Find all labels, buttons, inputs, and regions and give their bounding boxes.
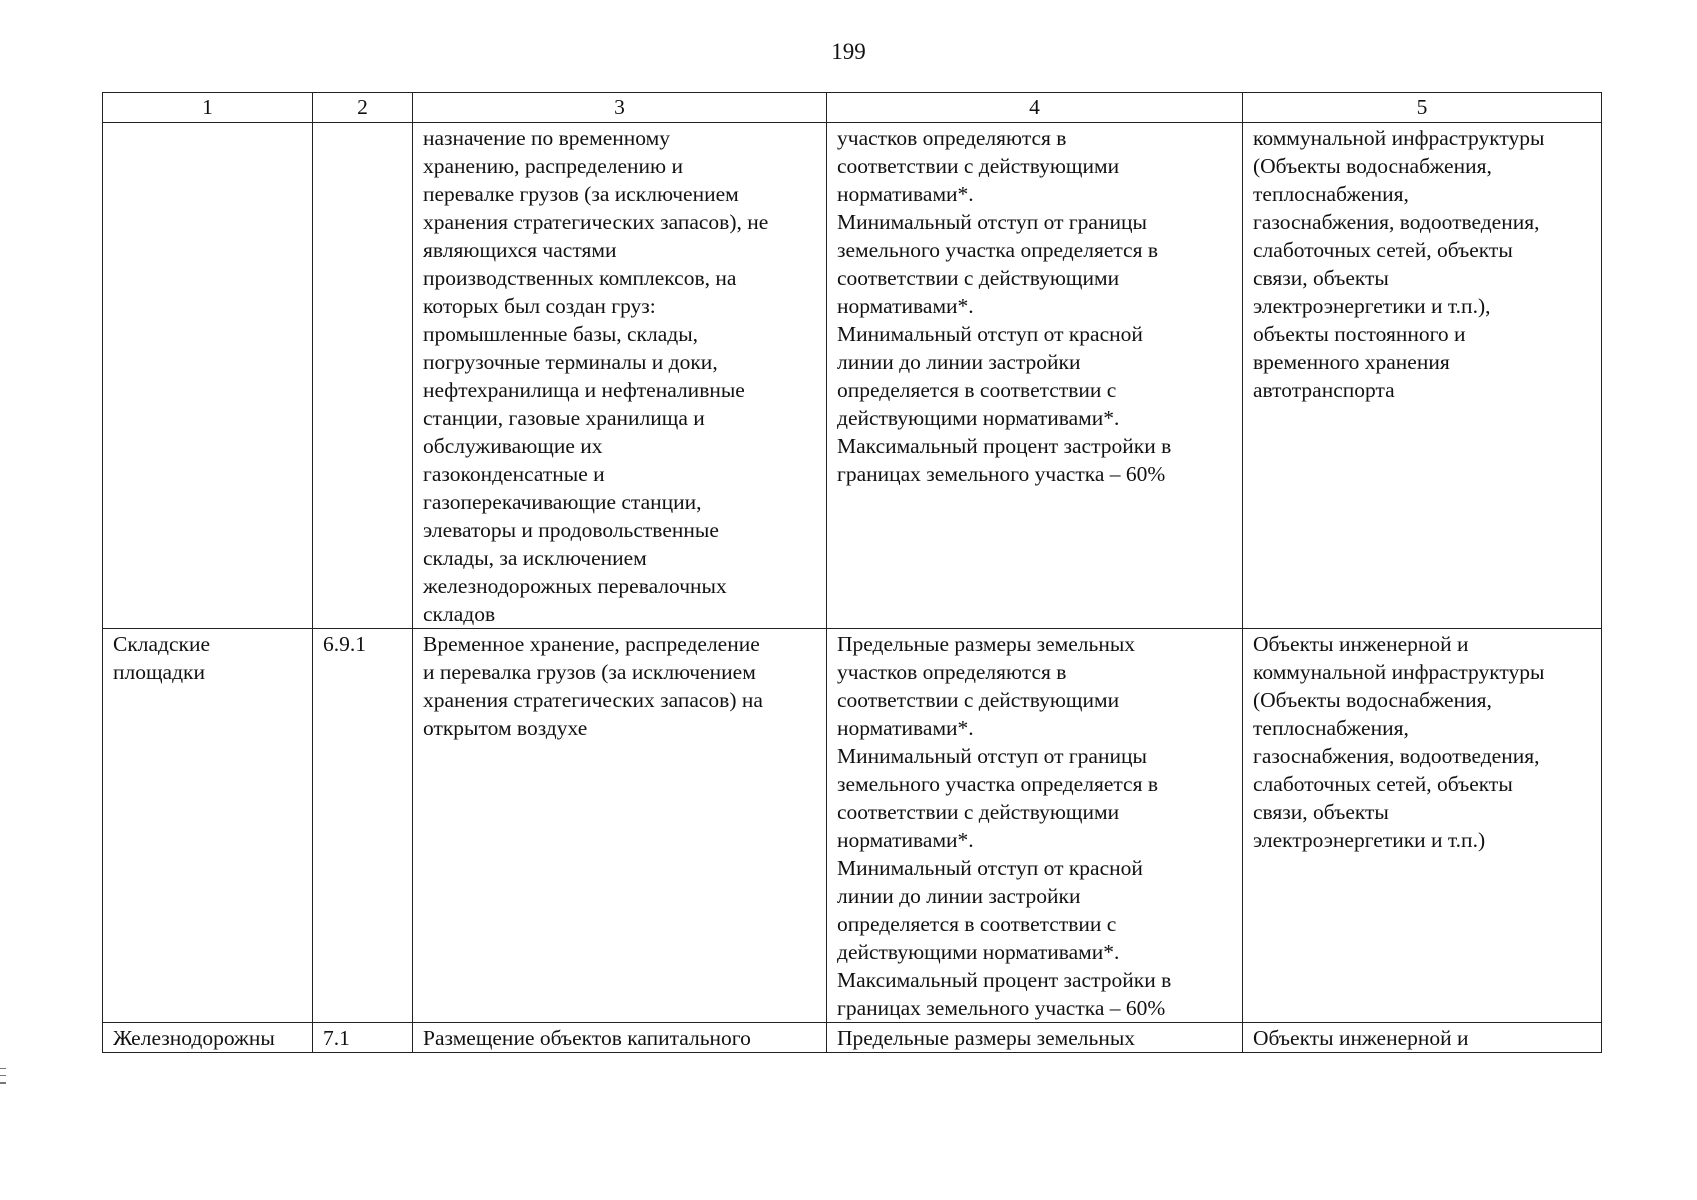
cell-use-name: Железнодорожны: [103, 1023, 313, 1053]
cell-use-description: Временное хранение, распределение и перевалка грузов (за исключением хранения стратегических запасов) на открытом воздухе: [413, 629, 827, 1023]
zoning-table: [102, 92, 1602, 1053]
page-number: 199: [831, 39, 866, 64]
cell-parameters: участков определяются в соответствии с действующими нормативами*. Минимальный отступ от границы земельного участка определяется в соответствии с действующими нормативами*. Минимальный отступ от красной линии до линии застройки определяется в соответствии с действующими нормативами*. Максимальный процент застройки в границах земельного участка – 60%: [827, 123, 1243, 629]
cell-auxiliary-uses: Объекты инженерной и коммунальной инфраструктуры (Объекты водоснабжения, теплоснабжения, газоснабжения, водоотведения, слаботочных сетей, объекты связи, объекты электроэнергетики и т.п.): [1243, 629, 1602, 1023]
table-row: [103, 1023, 1602, 1053]
cell-use-name: [103, 123, 313, 629]
cell-use-code: 7.1: [313, 1023, 413, 1053]
table-row: [103, 629, 1602, 1023]
cell-use-code: [313, 123, 413, 629]
header-row: [103, 93, 1602, 123]
cell-use-description: Размещение объектов капитального: [413, 1023, 827, 1053]
header-cell-5: 5: [1243, 93, 1602, 123]
scan-edge-mark: [0, 1068, 8, 1098]
cell-parameters: Предельные размеры земельных участков определяются в соответствии с действующими нормативами*. Минимальный отступ от границы земельного участка определяется в соответствии с действующими нормативами*. Минимальный отступ от красной линии до линии застройки определяется в соответствии с действующими нормативами*. Максимальный процент застройки в границах земельного участка – 60%: [827, 629, 1243, 1023]
cell-auxiliary-uses: коммунальной инфраструктуры (Объекты водоснабжения, теплоснабжения, газоснабжения, водоотведения, слаботочных сетей, объекты связи, объекты электроэнергетики и т.п.), объекты постоянного и временного хранения автотранспорта: [1243, 123, 1602, 629]
table-row: [103, 123, 1602, 629]
cell-use-code: 6.9.1: [313, 629, 413, 1023]
header-cell-2: 2: [313, 93, 413, 123]
cell-use-description: назначение по временному хранению, распределению и перевалке грузов (за исключением хранения стратегических запасов), не являющихся частями производственных комплексов, на которых был создан груз: промышленные базы, склады, погрузочные терминалы и доки, нефтехранилища и нефтеналивные станции, газовые хранилища и обслуживающие их газоконденсатные и газоперекачивающие станции, элеваторы и продовольственные склады, за исключением железнодорожных перевалочных складов: [413, 123, 827, 629]
header-cell-1: 1: [103, 93, 313, 123]
header-cell-3: 3: [413, 93, 827, 123]
cell-use-name: Складские площадки: [103, 629, 313, 1023]
cell-parameters: Предельные размеры земельных: [827, 1023, 1243, 1053]
header-cell-4: 4: [827, 93, 1243, 123]
cell-auxiliary-uses: Объекты инженерной и: [1243, 1023, 1602, 1053]
